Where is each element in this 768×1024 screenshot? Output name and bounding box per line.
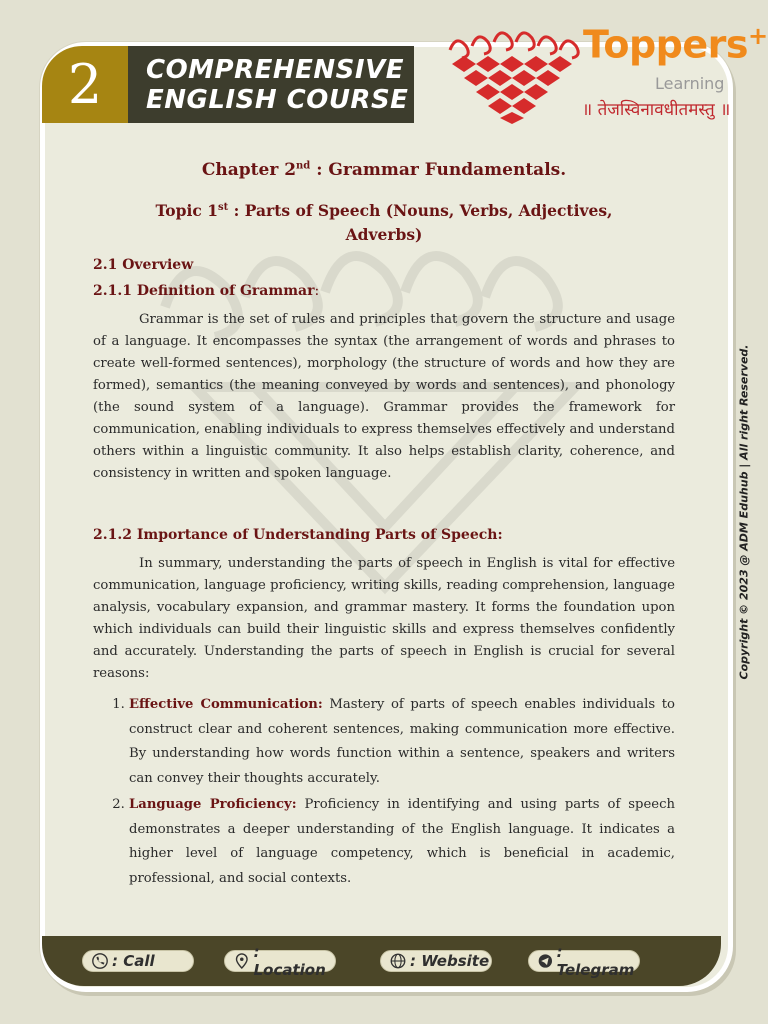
course-title	[128, 46, 414, 123]
location-pin-icon	[233, 952, 251, 970]
overview-heading: 2.1 Overview	[93, 257, 194, 274]
importance-paragraph: In summary, understanding the parts of speech in English is vital for effective communication, language proficiency, writing skills, reading comprehension, language analysis, vocabulary expansion, and grammar mastery. It forms the foundation upon which individuals can build their linguistic skills and express themselves confidently and accurately. Understanding the parts of speech in English is crucial for several reasons:	[93, 556, 675, 682]
reasons-list	[93, 693, 675, 891]
list-item: 2. Language Proficiency: Proficiency in identifying and using parts of speech demonstrates a deeper understanding of the English language. It indicates a higher level of language competency, which is beneficial in academic, professional, and social contexts.	[129, 793, 675, 891]
location-button[interactable]	[224, 943, 336, 979]
copyright-notice: Copyright © 2023 @ ADM Eduhub | All right Reserved.	[737, 344, 751, 680]
list-item: 1. Effective Communication: Mastery of parts of speech enables individuals to construct clear and coherent sentences, making communication more effective. By understanding how words function within a sentence, speakers and writers can convey their thoughts accurately.	[129, 693, 675, 791]
importance-heading: 2.1.2 Importance of Understanding Parts of Speech:	[93, 527, 503, 544]
chapter-number-badge: 2	[42, 46, 128, 123]
website-button[interactable]	[380, 950, 492, 972]
topic-heading: Topic 1st : Parts of Speech (Nouns, Verbs, Adjectives, Adverbs)	[155, 201, 613, 245]
chapter-sup: nd	[296, 160, 311, 172]
topic-sup: st	[218, 202, 229, 213]
call-button[interactable]	[82, 950, 194, 972]
call-label: : Call	[112, 952, 155, 970]
phone-icon	[91, 952, 109, 970]
footer-bar	[42, 936, 721, 986]
telegram-button[interactable]	[528, 943, 640, 979]
telegram-label: : Telegram	[556, 943, 635, 979]
course-title-line1: COMPREHENSIVE	[146, 54, 404, 85]
brand-name: Toppers+	[583, 22, 768, 67]
definition-heading: 2.1.1 Definition of Grammar:	[93, 283, 320, 300]
telegram-icon	[537, 952, 554, 970]
globe-icon	[389, 952, 407, 970]
course-title-line2: ENGLISH COURSE	[146, 84, 409, 115]
brand-tagline: ॥ तेजस्विनावधीतमस्तु ॥	[582, 100, 731, 120]
location-label: : Location	[253, 943, 326, 979]
brand-sub: Learning	[655, 74, 725, 93]
definition-paragraph: Grammar is the set of rules and principles that govern the structure and usage of a language. It encompasses the syntax (the arrangement of words and phrases to create well-formed sentences), morphology (the structure of words and how they are formed), semantics (the meaning conveyed by words and sentences), and phonology (the sound system of a language). Grammar provides the framework for communication, enabling individuals to express themselves effectively and understand others within a linguistic community. It also helps establish clarity, coherence, and consistency in written and spoken language.	[93, 312, 675, 482]
page-content	[93, 160, 675, 893]
chapter-heading: Chapter 2nd : Grammar Fundamentals.	[201, 160, 567, 180]
website-label: : Website	[410, 952, 490, 970]
brand-plus: +	[748, 22, 768, 50]
